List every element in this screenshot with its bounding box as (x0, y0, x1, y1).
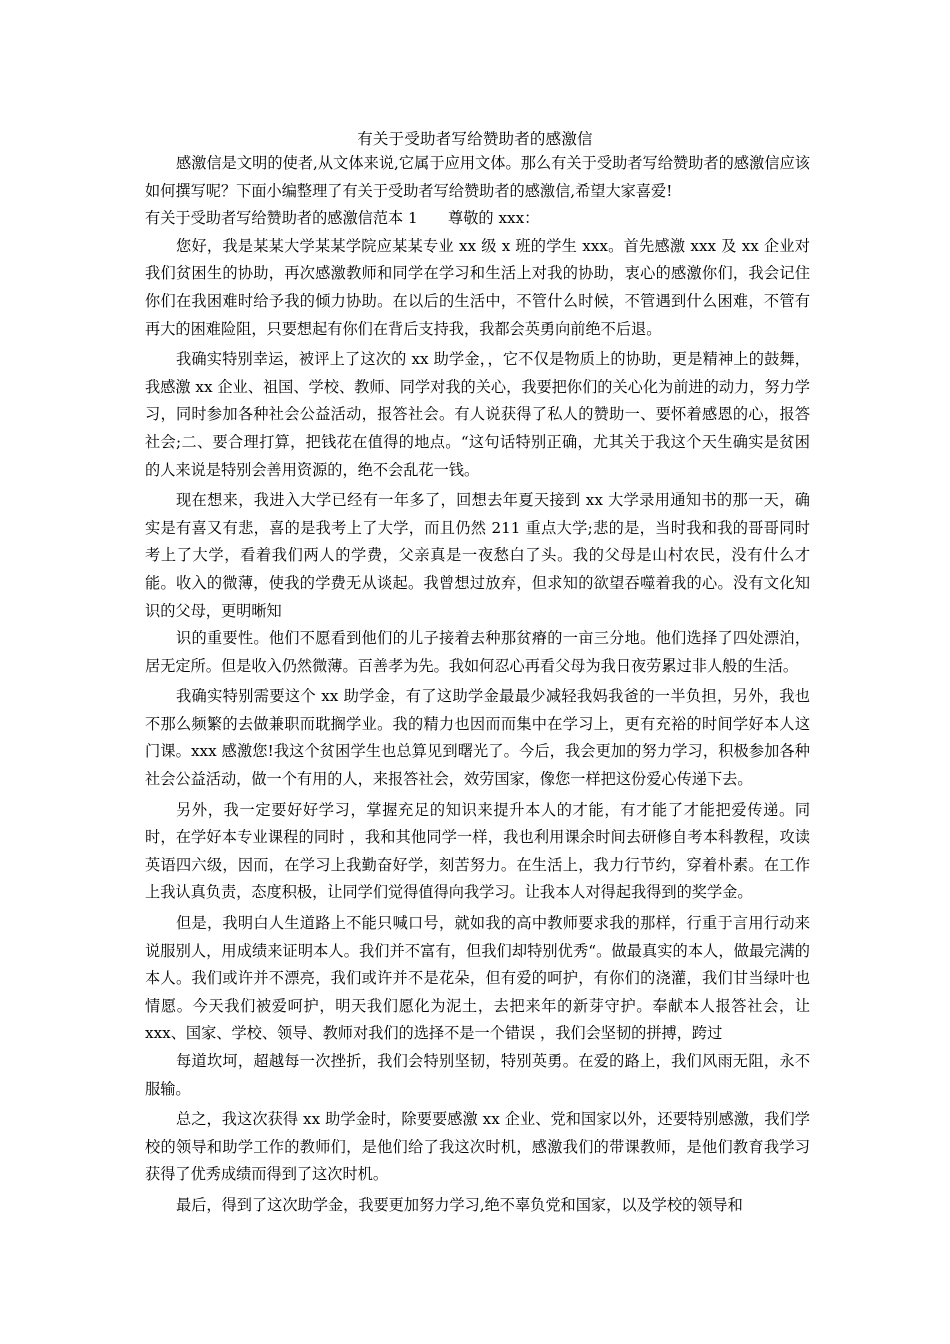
body-paragraph: 您好，我是某某大学某某学院应某某专业 xx 级 x 班的学生 xxx。首先感激 xxx 及 xx 企业对我们贫困生的协助，再次感激教师和同学在学习和生活上对我的协助，衷心的感激你们，我会记住你们在我困难时给予我的倾力协助。在以后的生活中，不管什么时候，不管遇到什么困难，不管有再大的困难险阻，只要想起有你们在背后支持我，我都会英勇向前绝不后退。 (145, 236, 810, 338)
document-title: 有关于受助者写给赞助者的感激信 (357, 130, 593, 148)
body-paragraph: 最后，得到了这次助学金，我要更加努力学习,绝不辜负党和国家，以及学校的领导和 (176, 1195, 743, 1214)
body-paragraph: 现在想来，我进入大学已经有一年多了，回想去年夏天接到 xx 大学录用通知书的那一天，确实是有喜又有悲，喜的是我考上了大学，而且仍然 211 重点大学;悲的是，当时我和我的哥哥同时考上了大学，看着我们两人的学费，父亲真是一夜愁白了头。我的父母是山村农民，没有什么才能。收入的微薄，使我的学费无从谈起。我曾想过放弃，但求知的欲望吞噬着我的心。没有文化知识的父母，更明晰知 (145, 491, 810, 620)
body-paragraph: 每道坎坷，超越每一次挫折，我们会特别坚韧，特别英勇。在爱的路上，我们风雨无阻，永不服输。 (145, 1052, 810, 1098)
body-paragraph: 但是，我明白人生道路上不能只喊口号，就如我的高中教师要求我的那样，行重于言用行动来说服别人，用成绩来证明本人。我们并不富有，但我们却特别优秀“。做最真实的本人，做最完满的本人。我们或许并不漂亮，我们或许并不是花朵，但有爱的呵护，有你们的浇灌，我们甘当绿叶也情愿。今天我们被爱呵护，明天我们愿化为泥土，去把来年的新芽守护。奉献本人报答社会，让 xxx、国家、学校、领导、教师对我们的选择不是一个错误 ，我们会坚韧的拼搏，跨过 (145, 914, 810, 1043)
sample-heading: 有关于受助者写给赞助者的感激信范本 1 尊敬的 xxx： (145, 209, 540, 228)
body-paragraph: 另外，我一定要好好学习，掌握充足的知识来提升本人的才能，有才能了才能把爱传递。同时，在学好本专业课程的同时 ，我和其他同学一样，我也利用课余时间去研修自考本科教程，攻读英语四六级，因而，在学习上我勤奋好学，刻苦努力。在生活上，我力行节约，穿着朴素。在工作上我认真负责，态度积极，让同学们觉得值得向我学习。让我本人对得起我得到的奖学金。 (145, 800, 810, 902)
document-body (145, 150, 810, 1220)
body-paragraph: 总之，我这次获得 xx 助学金时，除要要感激 xx 企业、党和国家以外，还要特别感激，我们学校的领导和助学工作的教师们，是他们给了我这次时机，感激我们的带课教师，是他们教育我学习获得了优秀成绩而得到了这次时机。 (145, 1110, 810, 1184)
body-paragraph: 我确实特别需要这个 xx 助学金，有了这助学金最最少减轻我妈我爸的一半负担，另外，我也不那么频繁的去做兼职而耽搁学业。我的精力也因而而集中在学习上，更有充裕的时间学好本人这门课。xxx 感激您!我这个贫困学生也总算见到曙光了。今后，我会更加的努力学习，积极参加各种社会公益活动，做一个有用的人，来报答社会，效劳国家，像您一样把这份爱心传递下去。 (145, 687, 810, 789)
body-paragraph: 识的重要性。他们不愿看到他们的儿子接着去种那贫瘠的一亩三分地。他们选择了四处漂泊，居无定所。但是收入仍然微薄。百善孝为先。我如何忍心再看父母为我日夜劳累过非人般的生活。 (145, 629, 810, 675)
body-paragraph: 我确实特别幸运，被评上了这次的 xx 助学金，，它不仅是物质上的协助，更是精神上的鼓舞，我感激 xx 企业、祖国、学校、教师、同学对我的关心，我要把你们的关心化为前进的动力，努力学习，同时参加各种社会公益活动，报答社会。有人说获得了私人的赞助一、要怀着感恩的心，报答社会;二、要合理打算，把钱花在值得的地点。“这句话特别正确，尤其关于我这个天生确实是贫困的人来说是特别会善用资源的，绝不会乱花一钱。 (145, 350, 810, 479)
intro-paragraph: 感激信是文明的使者,从文体来说,它属于应用文体。那么有关于受助者写给赞助者的感激信应该如何撰写呢？下面小编整理了有关于受助者写给赞助者的感激信,希望大家喜爱! (145, 154, 810, 200)
